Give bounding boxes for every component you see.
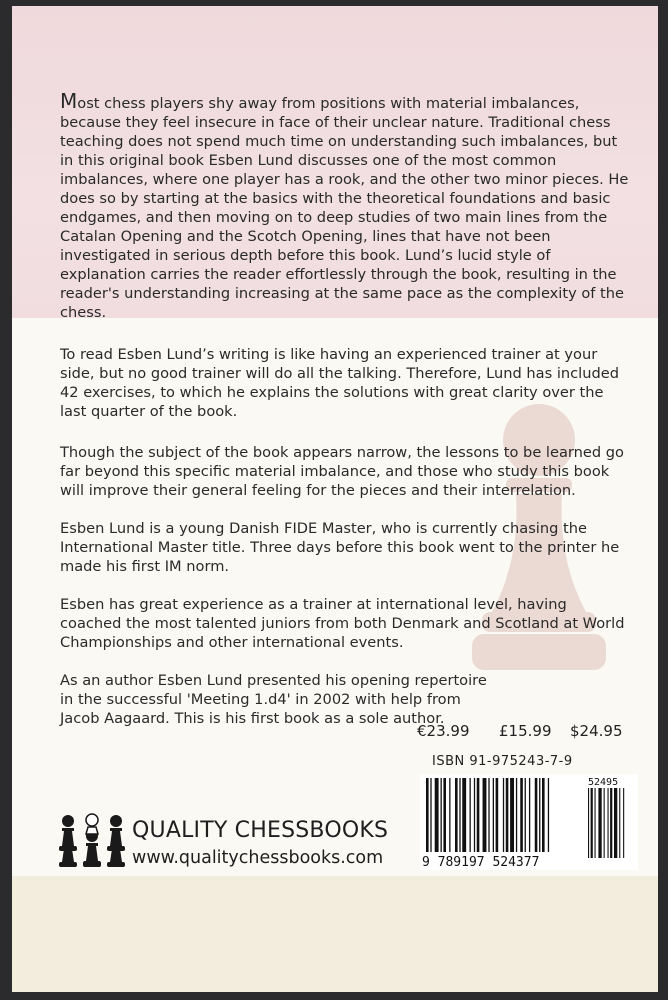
price-pound: £15.99 [499,722,552,740]
paragraph-1-text: ost chess players shy away from positions with material imbalances, because they feel insecure in face of their unclear nature. Traditional chess teaching does not spend much time on understanding such imbalances, but in this original book Esben Lund discusses one of the most common imbalances, where one player has a rook, and the other two minor pieces. He does so by starting at the basics with the theoretical foundations and basic endgames, and then moving on to deep studies of two main lines from the Catalan Opening and the Scotch Opening, lines that have not been investigated in serious depth before this book. Lund’s lucid style of explanation carries the reader effortlessly through the book, resulting in the reader's understanding increasing at the same pace as the complexity of the chess. [60,95,629,321]
publisher-url[interactable]: www.qualitychessbooks.com [132,848,384,868]
book-back-cover [12,6,658,992]
barcode-digits: 9 789197 524377 [422,855,540,870]
price-dollar: $24.95 [570,722,623,740]
author-bio-paragraph: Esben Lund is a young Danish FIDE Master, who is currently chasing the International Master title. Three days before this book went to the printer he made his first IM norm. [60,520,620,575]
price-euro: €23.99 [417,722,470,740]
publisher-name: QUALITY CHESSBOOKS [132,818,389,843]
trainer-experience-paragraph: Esben has great experience as a trainer at international level, having coached the most talented juniors from both Denmark and Scotland at World Championships and other international events. [60,596,625,651]
chess-pawns-logo-icon [56,812,128,870]
previous-works-paragraph: As an author Esben Lund presented his opening repertoire in the successful 'Meeting 1.d4' in 2002 with help from Jacob Aagaard. This is his first book as a sole author. [60,672,487,727]
drop-cap: M [60,89,78,113]
bottom-cream-band [12,876,658,992]
description-paragraph-2: To read Esben Lund’s writing is like having an experienced trainer at your side, but no good trainer will do all the talking. Therefore, Lund has included 42 exercises, to which he explains the solutions with great clarity over the last quarter of the book. [60,346,619,420]
isbn-label: ISBN 91-975243-7-9 [432,754,573,769]
isbn-barcode [420,774,638,870]
barcode-addon-digits: 52495 [588,777,619,788]
description-paragraph-1 [60,89,630,322]
description-paragraph-3: Though the subject of the book appears narrow, the lessons to be learned go far beyond this specific material imbalance, and those who study this book will improve their general feeling for the pieces and their interrelation. [60,444,624,499]
